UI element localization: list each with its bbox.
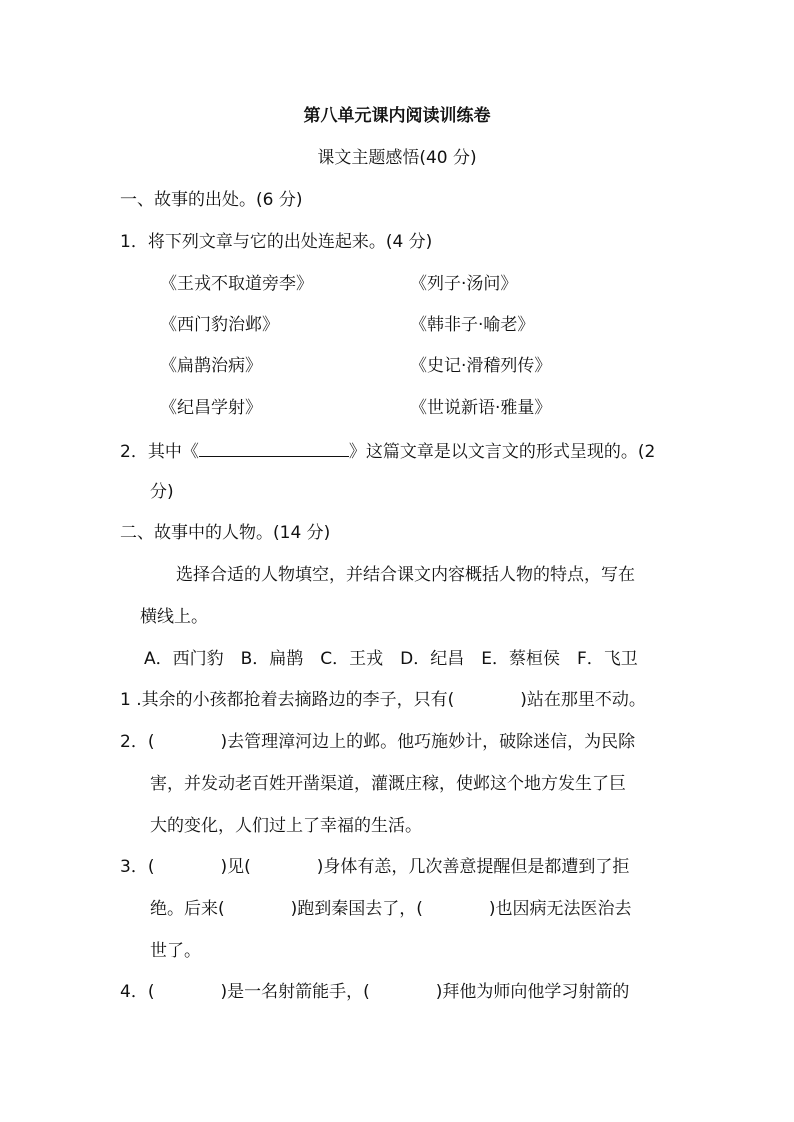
fill-question-4 [120,980,629,1004]
page-title: 第八单元课内阅读训练卷 [303,106,491,126]
q3-text-a: 3．( [120,857,155,877]
match-right-3: 《史记·滑稽列传》 [410,356,552,376]
q1-text-b: )站在那里不动。 [520,690,646,710]
fill-question-3-line3: 世了。 [150,941,201,961]
q4-text-c: )拜他为师向他学习射箭的 [435,982,630,1002]
section2-instruction-cont: 横线上。 [140,607,208,627]
match-left-1: 《王戎不取道旁李》 [160,274,313,294]
question-2-text [120,438,655,464]
q1-text-a: 1 .其余的小孩都抢着去摘路边的李子，只有( [120,690,455,710]
fill-question-3-line2 [150,897,632,921]
q3-text-b: )见( [220,857,251,877]
match-right-1: 《列子·汤问》 [410,274,518,294]
match-right-4: 《世说新语·雅量》 [410,398,552,418]
fill-question-1 [120,688,646,712]
match-left-4: 《纪昌学射》 [160,398,262,418]
question-2-cont: 分) [150,482,174,502]
match-left-3: 《扁鹊治病》 [160,356,262,376]
fill-question-2 [120,730,635,754]
q3-text-c: )身体有恙，几次善意提醒但是都遭到了拒 [316,857,630,877]
fill-question-2-line2: 害，并发动老百姓开凿渠道，灌溉庄稼，使邺这个地方发生了巨 [150,774,626,794]
fill-question-3 [120,855,629,879]
question-1-text: 1．将下列文章与它的出处连起来。(4 分) [120,232,433,252]
q2-suffix: 》这篇文章是以文言文的形式呈现的。(2 [348,442,656,462]
fill-question-2-line3: 大的变化，人们过上了幸福的生活。 [150,816,422,836]
section2-heading: 二、故事中的人物。(14 分) [120,523,331,543]
match-left-2: 《西门豹治邺》 [160,315,279,335]
section1-heading: 一、故事的出处。(6 分) [120,190,303,210]
q4-text-a: 4．( [120,982,155,1002]
q2-prefix: 2．其中《 [120,442,199,462]
q2-text-a: 2．( [120,732,155,752]
page-subtitle: 课文主题感悟(40 分) [317,148,477,168]
match-right-2: 《韩非子·喻老》 [410,315,535,335]
q3-l2-b: )跑到秦国去了，( [290,899,423,919]
q2-text-b: )去管理漳河边上的邺。他巧施妙计，破除迷信，为民除 [220,732,636,752]
q3-l2-a: 绝。后来( [150,899,225,919]
q2-answer-blank[interactable] [199,438,349,457]
q4-text-b: )是一名射箭能手，( [220,982,370,1002]
section2-instruction: 选择合适的人物填空，并结合课文内容概括人物的特点，写在 [176,565,635,585]
q3-l2-c: )也因病无法医治去 [488,899,632,919]
character-options: A．西门豹 B．扁鹊 C．王戎 D．纪昌 E．蔡桓侯 F．飞卫 [144,649,638,669]
